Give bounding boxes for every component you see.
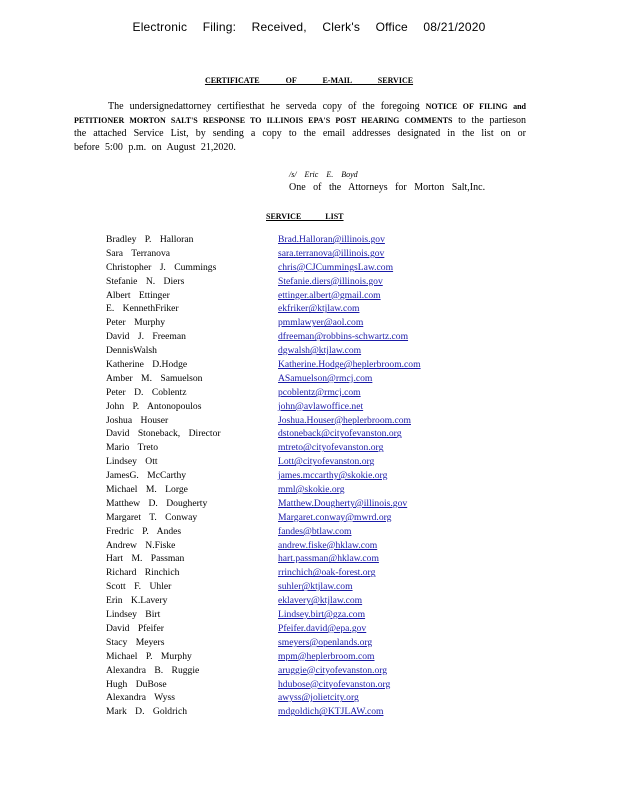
service-name: Hart M. Passman [106, 553, 185, 565]
list-item [106, 483, 526, 497]
service-email-link[interactable]: mtreto@cityofevanston.org [278, 442, 384, 454]
service-email-link[interactable]: dgwalsh@ktjlaw.com [278, 345, 362, 357]
service-email-link[interactable]: Stefanie.diers@illinois.gov [278, 275, 383, 287]
signature-line: /s/ Eric E. Boyd [289, 170, 358, 179]
service-name: Katherine D.Hodge [106, 359, 188, 371]
list-item [106, 455, 526, 469]
service-name: Mark D. Goldrich [106, 706, 188, 718]
list-item [106, 691, 526, 705]
service-email-link[interactable]: james.mccarthy@skokie.org [278, 470, 388, 482]
list-item [106, 414, 526, 428]
service-name: Lindsey Ott [106, 456, 158, 468]
service-name: Richard Rinchich [106, 567, 180, 579]
signature-name: One of the Attorneys for Morton Salt,Inc. [289, 182, 486, 193]
service-name: Peter Murphy [106, 317, 166, 329]
service-name: John P. Antonopoulos [106, 400, 202, 412]
service-email-link[interactable]: hdubose@cityofevanston.org [278, 678, 391, 690]
certificate-title [0, 76, 618, 85]
service-name: Erin K.Lavery [106, 595, 168, 607]
body-text-documents: NOTICE OF FILING and PETITIONER MORTON SALT'S RESPONSE TO ILLINOIS EPA'S POST HEARING COMMENTS [74, 102, 526, 125]
list-item [106, 233, 526, 247]
certificate-title-text: CERTIFICATE OF E-MAIL SERVICE [204, 76, 414, 85]
service-email-link[interactable]: Brad.Halloran@illinois.gov [278, 234, 385, 245]
service-name: E. KennethFriker [106, 303, 179, 315]
service-email-link[interactable]: Margaret.conway@mwrd.org [278, 511, 392, 523]
service-name: Margaret T. Conway [106, 511, 198, 523]
list-item [106, 275, 526, 289]
service-email-link[interactable]: eklavery@ktjlaw.com [278, 595, 363, 607]
list-item [106, 566, 526, 580]
service-name: Michael M. Lorge [106, 484, 188, 496]
list-item [106, 678, 526, 692]
service-name: DennisWalsh [106, 345, 157, 357]
list-item [106, 469, 526, 483]
service-name: Alexandra Wyss [106, 692, 175, 704]
list-item [106, 580, 526, 594]
service-name: Bradley P. Halloran [106, 234, 194, 245]
list-item [106, 705, 526, 719]
list-item [106, 441, 526, 455]
list-item [106, 400, 526, 414]
service-email-link[interactable]: ekfriker@ktjlaw.com [278, 303, 360, 315]
service-name: Stacy Meyers [106, 636, 165, 648]
list-item [106, 358, 526, 372]
service-email-link[interactable]: awyss@jolietcity.org [278, 692, 359, 704]
service-email-link[interactable]: Pfeifer.david@epa.gov [278, 622, 367, 634]
service-email-link[interactable]: sara.terranova@illinois.gov [278, 247, 385, 259]
list-item [106, 289, 526, 303]
service-name: Scott F. Uhler [106, 581, 172, 593]
service-email-link[interactable]: rrinchich@oak-forest.org [278, 567, 376, 579]
list-item [106, 525, 526, 539]
service-email-link[interactable]: andrew.fiske@hklaw.com [278, 539, 378, 551]
list-item [106, 316, 526, 330]
service-email-link[interactable]: fandes@btlaw.com [278, 525, 352, 537]
service-name: Amber M. Samuelson [106, 372, 203, 384]
service-name: David Stoneback, Director [106, 428, 221, 440]
service-email-link[interactable]: dfreeman@robbins-schwartz.com [278, 331, 409, 343]
list-item [106, 372, 526, 386]
service-name: Sara Terranova [106, 247, 171, 259]
list-item [106, 302, 526, 316]
service-email-link[interactable]: pmmlawyer@aol.com [278, 317, 364, 329]
service-name: Hugh DuBose [106, 678, 167, 690]
service-email-link[interactable]: Joshua.Houser@heplerbroom.com [278, 414, 411, 426]
service-email-link[interactable]: Lindsey.birt@gza.com [278, 609, 366, 621]
service-email-link[interactable]: smeyers@openlands.org [278, 636, 373, 648]
service-email-link[interactable]: john@avlawoffice.net [278, 400, 364, 412]
service-name: Andrew N.Fiske [106, 539, 176, 551]
list-item [106, 594, 526, 608]
service-email-link[interactable]: dstoneback@cityofevanston.org [278, 428, 402, 440]
service-email-link[interactable]: chris@CJCummingsLaw.com [278, 261, 394, 273]
service-email-link[interactable]: aruggie@cityofevanston.org [278, 664, 388, 676]
list-item [106, 247, 526, 261]
service-name: Albert Ettinger [106, 289, 170, 301]
list-item [106, 539, 526, 553]
service-name: JamesG. McCarthy [106, 470, 187, 482]
body-text-service: to the partieson the attached Service List, by sending a copy to the email addresses designated in the list on or before 5:00 p.m. on August 21,2020. [74, 114, 526, 153]
service-email-link[interactable]: mdgoldich@KTJLAW.com [278, 706, 384, 718]
list-item [106, 427, 526, 441]
list-item [106, 608, 526, 622]
list-item [106, 650, 526, 664]
list-item [106, 552, 526, 566]
service-email-link[interactable]: Lott@cityofevanston.org [278, 456, 375, 468]
service-name: Joshua Houser [106, 414, 169, 426]
filing-header: Electronic Filing: Received, Clerk's Office 08/21/2020 [132, 20, 486, 34]
service-name: Alexandra B. Ruggie [106, 664, 200, 676]
list-item [106, 511, 526, 525]
body-text-intro: The undersignedattorney certifiesthat he serveda copy of the foregoing [108, 101, 426, 112]
service-list-title: SERVICE LIST [266, 212, 344, 221]
service-email-link[interactable]: Katherine.Hodge@heplerbroom.com [278, 359, 421, 371]
service-name: Michael P. Murphy [106, 650, 192, 662]
service-name: David Pfeifer [106, 622, 164, 634]
certificate-body [74, 100, 526, 154]
service-email-link[interactable]: suhler@ktjlaw.com [278, 581, 353, 593]
list-item [106, 664, 526, 678]
service-email-link[interactable]: Matthew.Dougherty@illinois.gov [278, 497, 408, 509]
list-item [106, 261, 526, 275]
list-item [106, 622, 526, 636]
service-name: Lindsey Birt [106, 609, 161, 621]
service-name: David J. Freeman [106, 331, 186, 343]
service-name: Christopher J. Cummings [106, 261, 217, 273]
service-name: Mario Treto [106, 442, 159, 454]
service-email-link[interactable]: hart.passman@hklaw.com [278, 553, 379, 565]
service-email-link[interactable]: ettinger.albert@gmail.com [278, 289, 381, 301]
service-list [106, 233, 526, 719]
service-email-link[interactable]: pcoblentz@rmcj.com [278, 386, 361, 398]
list-item [106, 497, 526, 511]
list-item [106, 330, 526, 344]
service-name: Stefanie N. Diers [106, 275, 185, 287]
service-email-link[interactable]: ASamuelson@rmcj.com [278, 372, 373, 384]
list-item [106, 386, 526, 400]
service-email-link[interactable]: mml@skokie.org [278, 484, 345, 496]
service-email-link[interactable]: mpm@heplerbroom.com [278, 650, 375, 662]
service-name: Matthew D. Dougherty [106, 497, 208, 509]
service-name: Fredric P. Andes [106, 525, 182, 537]
list-item [106, 344, 526, 358]
list-item [106, 636, 526, 650]
service-name: Peter D. Coblentz [106, 386, 187, 398]
